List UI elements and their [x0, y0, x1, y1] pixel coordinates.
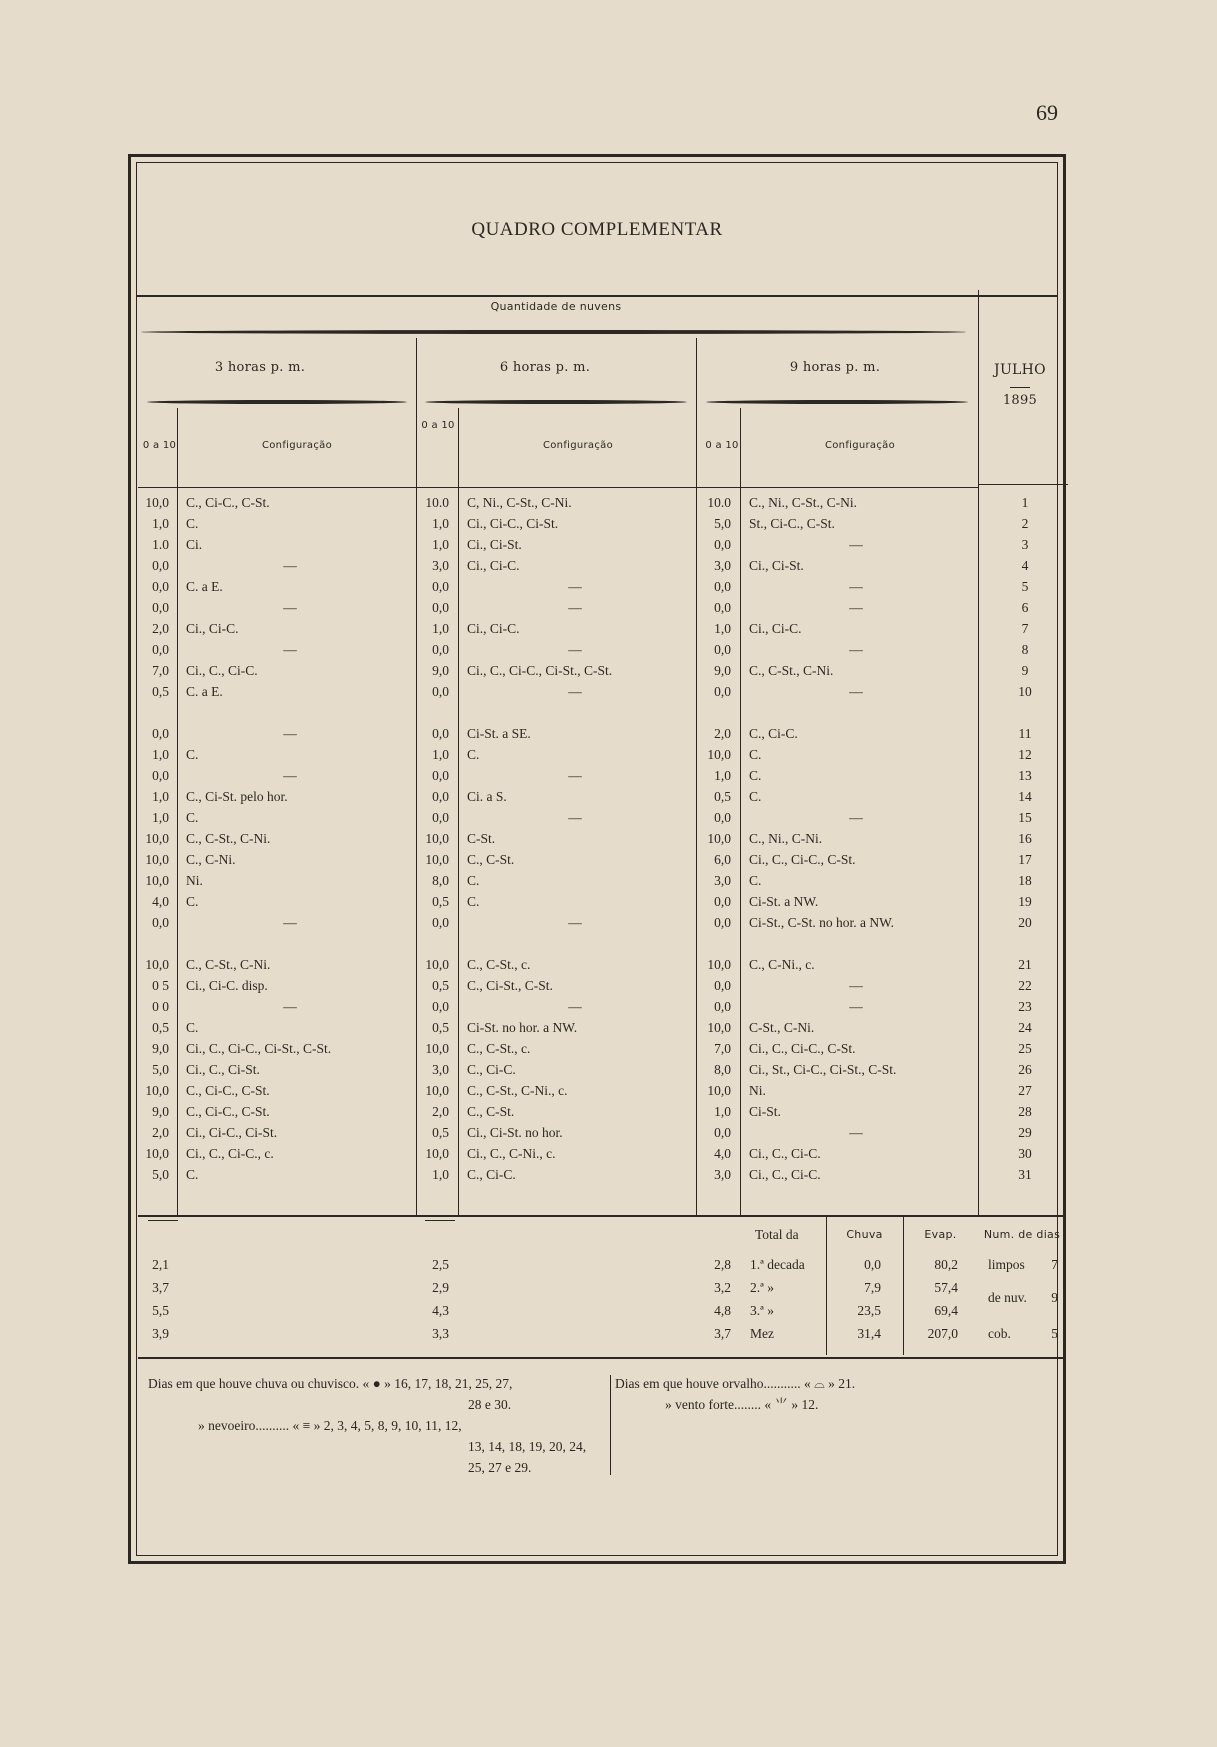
config-6pm: C., Ci-C. — [467, 1062, 516, 1077]
note-left: 25, 27 e 29. — [468, 1460, 532, 1475]
scale-value-9pm: 0,0 — [714, 978, 731, 993]
title-rule — [137, 295, 1057, 297]
config-6pm: C., C-St. — [467, 1104, 515, 1119]
scale-value-9pm: 1,0 — [714, 768, 731, 783]
config-6pm: — — [568, 999, 582, 1014]
config-6pm: Ci., C., C-Ni., c. — [467, 1146, 556, 1161]
scale-value-3pm: 10,0 — [145, 852, 169, 867]
average-3pm: 3,7 — [152, 1280, 169, 1295]
average-3pm: 3,9 — [152, 1326, 169, 1341]
col-divider — [177, 408, 178, 1215]
day-number: 1 — [1021, 495, 1029, 510]
config-3pm: Ci., C., Ci-C., c. — [186, 1146, 274, 1161]
day-number: 18 — [1018, 873, 1032, 888]
scale-value-6pm: 10,0 — [425, 831, 449, 846]
scale-value-9pm: 0,0 — [714, 600, 731, 615]
scale-value-9pm: 5,0 — [714, 516, 731, 531]
config-9pm: C., Ci-C. — [749, 726, 798, 741]
average-3pm: 5,5 — [152, 1303, 169, 1318]
year-header: 1895 — [1002, 393, 1038, 408]
summary-rule — [425, 1220, 455, 1221]
header-rule — [978, 484, 1068, 485]
config-3pm: C. — [186, 747, 199, 762]
config-6pm: Ci., Ci-St. no hor. — [467, 1125, 563, 1140]
page-number: 69 — [1036, 100, 1058, 125]
scale-value-9pm: 1,0 — [714, 621, 731, 636]
day-number: 21 — [1018, 957, 1032, 972]
config-9pm: C. — [749, 873, 762, 888]
config-3pm: C. a E. — [186, 684, 223, 699]
day-number: 23 — [1018, 999, 1032, 1014]
period-header: 6 horas p. m. — [499, 360, 591, 375]
scale-value-3pm: 10,0 — [145, 831, 169, 846]
scale-value-3pm: 1,0 — [152, 789, 169, 804]
scale-value-3pm: 4,0 — [152, 894, 169, 909]
config-9pm: Ci., C., Ci-C. — [749, 1146, 821, 1161]
scale-value-3pm: 1,0 — [152, 747, 169, 762]
scale-value-3pm: 5,0 — [152, 1167, 169, 1182]
config-3pm: — — [283, 915, 297, 930]
rain-total: 31,4 — [857, 1326, 881, 1341]
scale-value-9pm: 2,0 — [714, 726, 731, 741]
config-9pm: Ci., Ci-C. — [749, 621, 802, 636]
evap-total: 57,4 — [934, 1280, 958, 1295]
scale-value-6pm: 0,0 — [432, 600, 449, 615]
day-number: 7 — [1021, 621, 1029, 636]
scale-value-6pm: 1,0 — [432, 747, 449, 762]
config-9pm: — — [849, 642, 863, 657]
config-9pm: C-St., C-Ni. — [749, 1020, 815, 1035]
scale-value-3pm: 0,0 — [152, 600, 169, 615]
note-left: 13, 14, 18, 19, 20, 24, — [468, 1439, 587, 1454]
config-3pm: Ci. — [186, 537, 203, 552]
config-9pm: — — [849, 684, 863, 699]
scale-value-6pm: 0,0 — [432, 789, 449, 804]
config-3pm: C. a E. — [186, 579, 223, 594]
average-6pm: 2,9 — [432, 1280, 449, 1295]
scale-header: 0 a 10 — [705, 440, 739, 451]
month-rule — [1010, 387, 1030, 388]
scale-value-3pm: 0,0 — [152, 642, 169, 657]
scale-value-9pm: 0,0 — [714, 684, 731, 699]
config-3pm: Ci., Ci-C. — [186, 621, 239, 636]
config-9pm: Ci-St., C-St. no hor. a NW. — [749, 915, 895, 930]
scale-value-6pm: 0,5 — [432, 1125, 449, 1140]
config-header: Configuração — [824, 440, 895, 451]
scale-value-9pm: 3,0 — [714, 1167, 731, 1182]
config-3pm: Ci., C., Ci-C., Ci-St., C-St. — [186, 1041, 332, 1056]
scale-value-6pm: 0,0 — [432, 642, 449, 657]
month-header: JULHO — [994, 362, 1046, 378]
scale-value-3pm: 0 0 — [152, 999, 169, 1014]
header-swash — [141, 330, 966, 334]
config-9pm: Ci., C., Ci-C. — [749, 1167, 821, 1182]
config-9pm: — — [849, 978, 863, 993]
day-number: 30 — [1018, 1146, 1032, 1161]
scale-value-3pm: 5,0 — [152, 1062, 169, 1077]
average-9pm: 3,2 — [714, 1280, 731, 1295]
days-label: limpos — [988, 1257, 1025, 1272]
rain-header: Chuva — [846, 1228, 883, 1241]
config-6pm: Ci., Ci-St. — [467, 537, 522, 552]
day-number: 22 — [1018, 978, 1032, 993]
config-3pm: C., C-Ni. — [186, 852, 236, 867]
config-6pm: C. — [467, 894, 480, 909]
day-number: 12 — [1018, 747, 1032, 762]
note-left: Dias em que houve chuva ou chuvisco. « ● » 16, 17, 18, 21, 25, 27, — [148, 1376, 513, 1391]
config-6pm: C., C-St., C-Ni., c. — [467, 1083, 568, 1098]
table-title: QUADRO COMPLEMENTAR — [471, 219, 723, 240]
average-9pm: 3,7 — [714, 1326, 731, 1341]
day-number: 4 — [1021, 558, 1029, 573]
config-9pm: Ci-St. a NW. — [749, 894, 819, 909]
scale-value-6pm: 1,0 — [432, 1167, 449, 1182]
config-9pm: — — [849, 600, 863, 615]
day-number: 24 — [1018, 1020, 1032, 1035]
col-divider — [458, 408, 459, 1215]
config-9pm: C., C-St., C-Ni. — [749, 663, 834, 678]
scale-value-9pm: 0,0 — [714, 1125, 731, 1140]
scale-value-9pm: 7,0 — [714, 1041, 731, 1056]
config-3pm: C., Ci-C., C-St. — [186, 1104, 270, 1119]
scale-value-9pm: 10,0 — [707, 831, 731, 846]
scale-value-6pm: 2,0 — [432, 1104, 449, 1119]
config-6pm: C., C-St., c. — [467, 1041, 531, 1056]
config-9pm: C. — [749, 747, 762, 762]
config-6pm: C., Ci-St., C-St. — [467, 978, 553, 993]
average-6pm: 2,5 — [432, 1257, 449, 1272]
config-3pm: Ci., Ci-C., Ci-St. — [186, 1125, 278, 1140]
config-3pm: C. — [186, 516, 199, 531]
scale-value-3pm: 2,0 — [152, 1125, 169, 1140]
config-9pm: — — [849, 810, 863, 825]
config-6pm: — — [568, 600, 582, 615]
config-6pm: Ci., Ci-C. — [467, 558, 520, 573]
config-6pm: Ci. a S. — [467, 789, 507, 804]
day-number: 20 — [1018, 915, 1032, 930]
scale-value-6pm: 1,0 — [432, 537, 449, 552]
scale-value-3pm: 7,0 — [152, 663, 169, 678]
scale-value-6pm: 0,0 — [432, 726, 449, 741]
config-3pm: — — [283, 726, 297, 741]
config-6pm: Ci., Ci-C., Ci-St. — [467, 516, 559, 531]
scale-value-3pm: 0 5 — [152, 978, 169, 993]
config-6pm: C. — [467, 747, 480, 762]
day-number: 16 — [1018, 831, 1032, 846]
scale-value-9pm: 4,0 — [714, 1146, 731, 1161]
day-number: 26 — [1018, 1062, 1032, 1077]
day-number: 29 — [1018, 1125, 1032, 1140]
config-6pm: — — [568, 915, 582, 930]
day-number: 10 — [1018, 684, 1032, 699]
header-swash — [425, 400, 687, 404]
config-3pm: Ci., Ci-C. disp. — [186, 978, 268, 993]
summary-rule — [740, 1215, 978, 1216]
scale-value-6pm: 0,0 — [432, 684, 449, 699]
config-9pm: — — [849, 579, 863, 594]
rain-total: 0,0 — [864, 1257, 881, 1272]
summary-rule — [148, 1220, 178, 1221]
days-label: cob. — [988, 1326, 1011, 1341]
scale-value-6pm: 0,5 — [432, 978, 449, 993]
config-6pm: C., Ci-C. — [467, 1167, 516, 1182]
config-3pm: C. — [186, 810, 199, 825]
note-right: » vento forte........ « ⺌ » 12. — [665, 1397, 819, 1412]
config-3pm: C., Ci-C., C-St. — [186, 1083, 270, 1098]
day-number: 27 — [1018, 1083, 1032, 1098]
scale-value-6pm: 10,0 — [425, 1083, 449, 1098]
scale-value-3pm: 2,0 — [152, 621, 169, 636]
scale-value-6pm: 0,0 — [432, 579, 449, 594]
day-number: 2 — [1021, 516, 1029, 531]
day-number: 11 — [1018, 726, 1032, 741]
scale-value-6pm: 0,0 — [432, 915, 449, 930]
scale-value-3pm: 10,0 — [145, 873, 169, 888]
days-value: 5 — [1051, 1326, 1058, 1341]
header-swash — [706, 400, 968, 404]
scale-value-9pm: 1,0 — [714, 1104, 731, 1119]
config-3pm: C., Ci-C., C-St. — [186, 495, 270, 510]
config-9pm: St., Ci-C., C-St. — [749, 516, 835, 531]
note-left: 28 e 30. — [468, 1397, 512, 1412]
scale-value-9pm: 0,5 — [714, 789, 731, 804]
config-3pm: — — [283, 558, 297, 573]
day-number: 5 — [1021, 579, 1029, 594]
evap-total: 207,0 — [927, 1326, 958, 1341]
config-9pm: Ci., C., Ci-C., C-St. — [749, 852, 856, 867]
scale-value-9pm: 10,0 — [707, 747, 731, 762]
config-9pm: C. — [749, 768, 762, 783]
scale-value-9pm: 0,0 — [714, 894, 731, 909]
day-number: 14 — [1018, 789, 1032, 804]
config-3pm: Ci., C., Ci-C. — [186, 663, 258, 678]
config-3pm: C. — [186, 1020, 199, 1035]
scale-value-6pm: 1,0 — [432, 516, 449, 531]
scale-value-9pm: 3,0 — [714, 558, 731, 573]
config-9pm: Ci., Ci-St. — [749, 558, 804, 573]
config-6pm: Ci., C., Ci-C., Ci-St., C-St. — [467, 663, 613, 678]
days-value: 7 — [1051, 1257, 1058, 1272]
scale-value-3pm: 1,0 — [152, 810, 169, 825]
scale-value-6pm: 8,0 — [432, 873, 449, 888]
scale-value-9pm: 0,0 — [714, 915, 731, 930]
average-3pm: 2,1 — [152, 1257, 169, 1272]
scale-value-9pm: 0,0 — [714, 537, 731, 552]
config-3pm: Ni. — [186, 873, 203, 888]
config-6pm: — — [568, 684, 582, 699]
day-number: 31 — [1018, 1167, 1032, 1182]
scale-header: 0 a 10 — [142, 440, 177, 451]
scale-value-9pm: 10,0 — [707, 1020, 731, 1035]
scale-value-3pm: 0,0 — [152, 558, 169, 573]
config-6pm: C., C-St. — [467, 852, 515, 867]
config-9pm: Ci-St. — [749, 1104, 781, 1119]
config-3pm: — — [283, 600, 297, 615]
scale-value-6pm: 0,0 — [432, 810, 449, 825]
days-value: 9 — [1051, 1290, 1058, 1305]
config-6pm: C. — [467, 873, 480, 888]
day-number: 13 — [1018, 768, 1032, 783]
day-number: 25 — [1018, 1041, 1032, 1056]
config-3pm: C., Ci-St. pelo hor. — [186, 789, 288, 804]
config-9pm: Ci., C., Ci-C., C-St. — [749, 1041, 856, 1056]
scale-value-3pm: 10,0 — [145, 1146, 169, 1161]
period-header: 3 horas p. m. — [214, 360, 306, 375]
config-6pm: — — [568, 768, 582, 783]
config-6pm: C., C-St., c. — [467, 957, 531, 972]
scale-value-9pm: 10,0 — [707, 1083, 731, 1098]
scale-value-3pm: 10,0 — [145, 957, 169, 972]
evap-total: 69,4 — [934, 1303, 958, 1318]
scale-value-3pm: 1.0 — [152, 537, 169, 552]
scale-value-6pm: 10.0 — [425, 495, 449, 510]
scale-header: 0 a 10 — [421, 420, 455, 431]
day-number: 17 — [1018, 852, 1032, 867]
evap-total: 80,2 — [934, 1257, 958, 1272]
scale-value-6pm: 1,0 — [432, 621, 449, 636]
config-6pm: C-St. — [467, 831, 496, 846]
scale-value-6pm: 9,0 — [432, 663, 449, 678]
col-divider — [610, 1375, 611, 1475]
scale-value-3pm: 0,0 — [152, 579, 169, 594]
scale-value-9pm: 3,0 — [714, 873, 731, 888]
average-9pm: 4,8 — [714, 1303, 731, 1318]
totals-header: Total da — [755, 1227, 799, 1242]
scale-value-3pm: 0,0 — [152, 726, 169, 741]
config-3pm: — — [283, 999, 297, 1014]
scale-value-9pm: 10,0 — [707, 957, 731, 972]
scale-value-9pm: 8,0 — [714, 1062, 731, 1077]
rain-total: 7,9 — [864, 1280, 881, 1295]
config-9pm: Ci., St., Ci-C., Ci-St., C-St. — [749, 1062, 897, 1077]
scale-value-9pm: 0,0 — [714, 642, 731, 657]
scale-value-3pm: 10,0 — [145, 495, 169, 510]
totals-label: 2.ª » — [750, 1280, 774, 1295]
scale-value-9pm: 6,0 — [714, 852, 731, 867]
scale-value-3pm: 1,0 — [152, 516, 169, 531]
days-label: de nuv. — [988, 1290, 1027, 1305]
rain-total: 23,5 — [857, 1303, 881, 1318]
day-number: 19 — [1018, 894, 1032, 909]
scale-value-3pm: 9,0 — [152, 1041, 169, 1056]
header-swash — [147, 400, 407, 404]
scale-value-3pm: 10,0 — [145, 1083, 169, 1098]
day-number: 15 — [1018, 810, 1032, 825]
scale-value-3pm: 0,0 — [152, 915, 169, 930]
totals-label: 1.ª decada — [750, 1257, 805, 1272]
config-6pm: — — [568, 642, 582, 657]
config-header: Configuração — [542, 440, 613, 451]
config-9pm: C. — [749, 789, 762, 804]
scale-value-6pm: 0,5 — [432, 1020, 449, 1035]
scale-value-6pm: 0,5 — [432, 894, 449, 909]
config-9pm: Ni. — [749, 1083, 766, 1098]
average-6pm: 4,3 — [432, 1303, 449, 1318]
day-number: 6 — [1021, 600, 1029, 615]
totals-label: Mez — [750, 1326, 774, 1341]
scale-value-3pm: 9,0 — [152, 1104, 169, 1119]
days-header: Num. de dias — [983, 1228, 1061, 1241]
day-number: 9 — [1021, 663, 1029, 678]
average-9pm: 2,8 — [714, 1257, 731, 1272]
scale-value-9pm: 0,0 — [714, 999, 731, 1014]
scale-value-9pm: 10.0 — [707, 495, 731, 510]
evap-header: Evap. — [924, 1228, 957, 1241]
day-number: 8 — [1021, 642, 1029, 657]
average-6pm: 3,3 — [432, 1326, 449, 1341]
notes-rule — [138, 1357, 1066, 1359]
totals-label: 3.ª » — [750, 1303, 774, 1318]
config-6pm: Ci-St. a SE. — [467, 726, 531, 741]
col-divider — [740, 408, 741, 1215]
scale-value-3pm: 0,5 — [152, 684, 169, 699]
config-3pm: C. — [186, 894, 199, 909]
config-9pm: — — [849, 1125, 863, 1140]
scale-value-6pm: 0,0 — [432, 999, 449, 1014]
config-3pm: C., C-St., C-Ni. — [186, 957, 271, 972]
header-rule — [138, 487, 978, 488]
config-3pm: — — [283, 768, 297, 783]
day-number: 28 — [1018, 1104, 1032, 1119]
scale-value-6pm: 10,0 — [425, 1146, 449, 1161]
scale-value-3pm: 0,5 — [152, 1020, 169, 1035]
config-6pm: Ci-St. no hor. a NW. — [467, 1020, 578, 1035]
config-6pm: — — [568, 579, 582, 594]
scale-value-6pm: 3,0 — [432, 558, 449, 573]
scale-value-6pm: 10,0 — [425, 957, 449, 972]
config-9pm: — — [849, 537, 863, 552]
scale-value-9pm: 9,0 — [714, 663, 731, 678]
col-divider — [978, 290, 979, 1215]
config-3pm: Ci., C., Ci-St. — [186, 1062, 260, 1077]
config-3pm: — — [283, 642, 297, 657]
scale-value-6pm: 10,0 — [425, 1041, 449, 1056]
config-6pm: Ci., Ci-C. — [467, 621, 520, 636]
config-9pm: C., C-Ni., c. — [749, 957, 815, 972]
config-9pm: C., Ni., C-St., C-Ni. — [749, 495, 858, 510]
scale-value-6pm: 10,0 — [425, 852, 449, 867]
scale-value-6pm: 0,0 — [432, 768, 449, 783]
day-number: 3 — [1021, 537, 1029, 552]
period-header: 9 horas p. m. — [789, 360, 881, 375]
scale-value-9pm: 0,0 — [714, 810, 731, 825]
config-3pm: C. — [186, 1167, 199, 1182]
config-6pm: — — [568, 810, 582, 825]
config-9pm: C., Ni., C-Ni. — [749, 831, 823, 846]
config-6pm: C, Ni., C-St., C-Ni. — [467, 495, 572, 510]
note-right: Dias em que houve orvalho........... « ⌓ » 21. — [615, 1376, 856, 1391]
config-9pm: — — [849, 999, 863, 1014]
scale-value-6pm: 3,0 — [432, 1062, 449, 1077]
scale-value-3pm: 0,0 — [152, 768, 169, 783]
config-3pm: C., C-St., C-Ni. — [186, 831, 271, 846]
scale-value-9pm: 0,0 — [714, 579, 731, 594]
note-left: » nevoeiro.......... « ≡ » 2, 3, 4, 5, 8, 9, 10, 11, 12, — [198, 1418, 462, 1433]
group-header: Quantidade de nuvens — [490, 300, 622, 313]
config-header: Configuração — [261, 440, 332, 451]
